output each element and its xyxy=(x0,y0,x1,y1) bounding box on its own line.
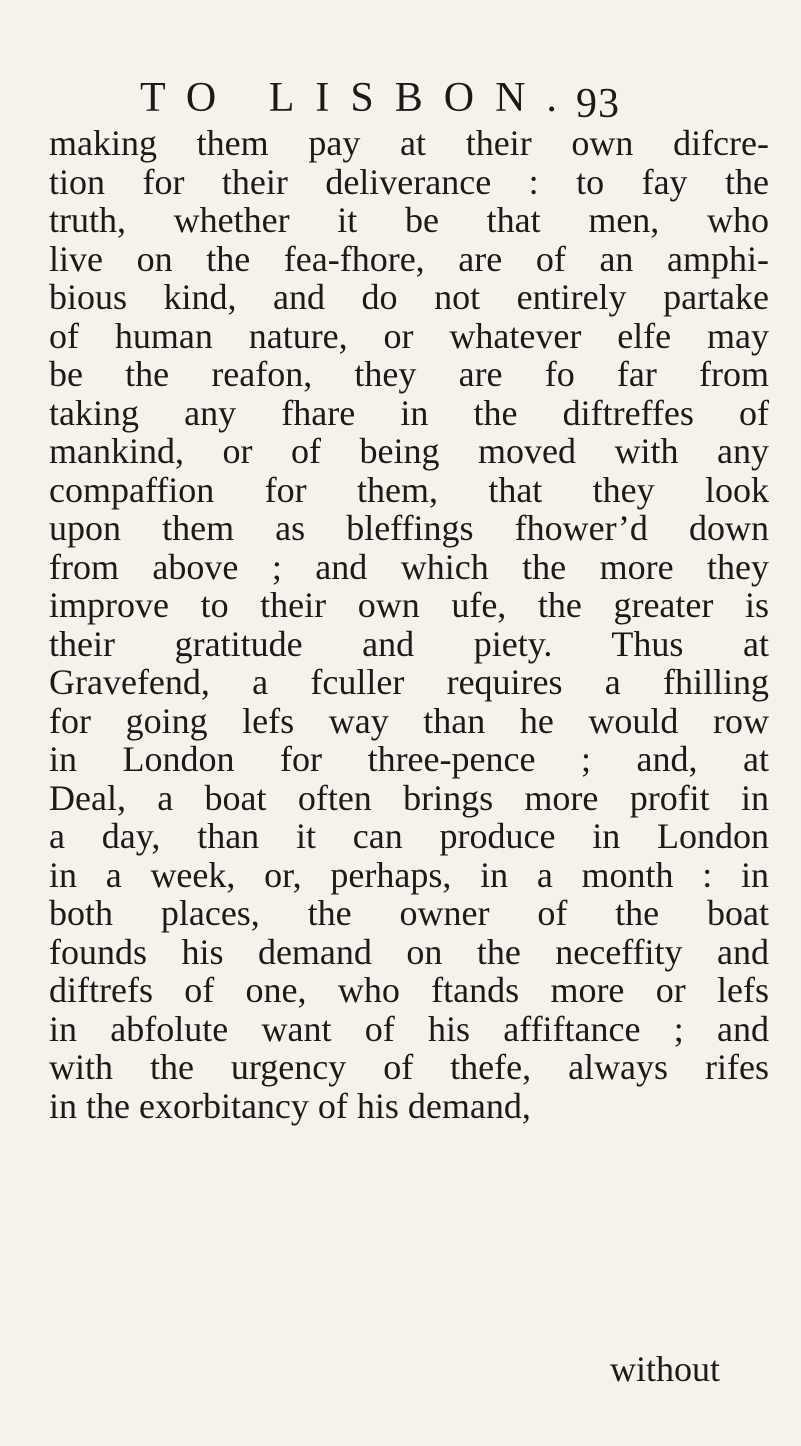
text-line: live on the fea-fhore, are of an amphi- xyxy=(49,238,769,279)
text-line: be the reafon, they are fo far from xyxy=(49,354,769,394)
text-line: making them pay at their own difcre- xyxy=(49,123,769,163)
text-line: truth, whether it be that men, who xyxy=(49,200,769,240)
text-line: diftrefs of one, who ftands more or lefs xyxy=(49,970,769,1010)
text-line: improve to their own ufe, the greater is xyxy=(49,585,769,625)
text-line: tion for their deliverance : to fay the xyxy=(49,161,769,202)
body-text xyxy=(49,124,769,1125)
page-number: 93 xyxy=(576,81,620,127)
text-line: in a week, or, perhaps, in a month : in xyxy=(49,854,769,895)
text-line: for going lefs way than he would row xyxy=(49,700,769,741)
text-line: bious kind, and do not entirely partake xyxy=(49,277,769,317)
running-head-title: TO LISBON. xyxy=(140,75,578,121)
catchword: without xyxy=(610,1349,721,1389)
text-line: with the urgency of thefe, always rifes xyxy=(49,1047,769,1087)
text-line: mankind, or of being moved with any xyxy=(49,431,769,471)
text-line: their gratitude and piety. Thus at xyxy=(49,623,769,664)
text-line: a day, than it can produce in London xyxy=(49,816,769,856)
text-line: both places, the owner of the boat xyxy=(49,893,769,933)
text-line: founds his demand on the neceffity and xyxy=(49,931,769,972)
text-line: Deal, a boat often brings more profit in xyxy=(49,777,769,818)
text-line: in abfolute want of his affiftance ; and xyxy=(49,1008,769,1049)
running-head xyxy=(140,74,740,127)
text-line: taking any fhare in the diftreffes of xyxy=(49,392,769,433)
text-line: Gravefend, a fculler requires a fhilling xyxy=(49,662,769,702)
text-line: upon them as bleffings fhower’d down xyxy=(49,508,769,548)
text-line: of human nature, or whatever elfe may xyxy=(49,315,769,356)
text-line: from above ; and which the more they xyxy=(49,546,769,587)
text-line: in the exorbitancy of his demand, xyxy=(49,1085,531,1126)
text-line: compaffion for them, that they look xyxy=(49,469,769,510)
text-line: in London for three-pence ; and, at xyxy=(49,739,769,779)
